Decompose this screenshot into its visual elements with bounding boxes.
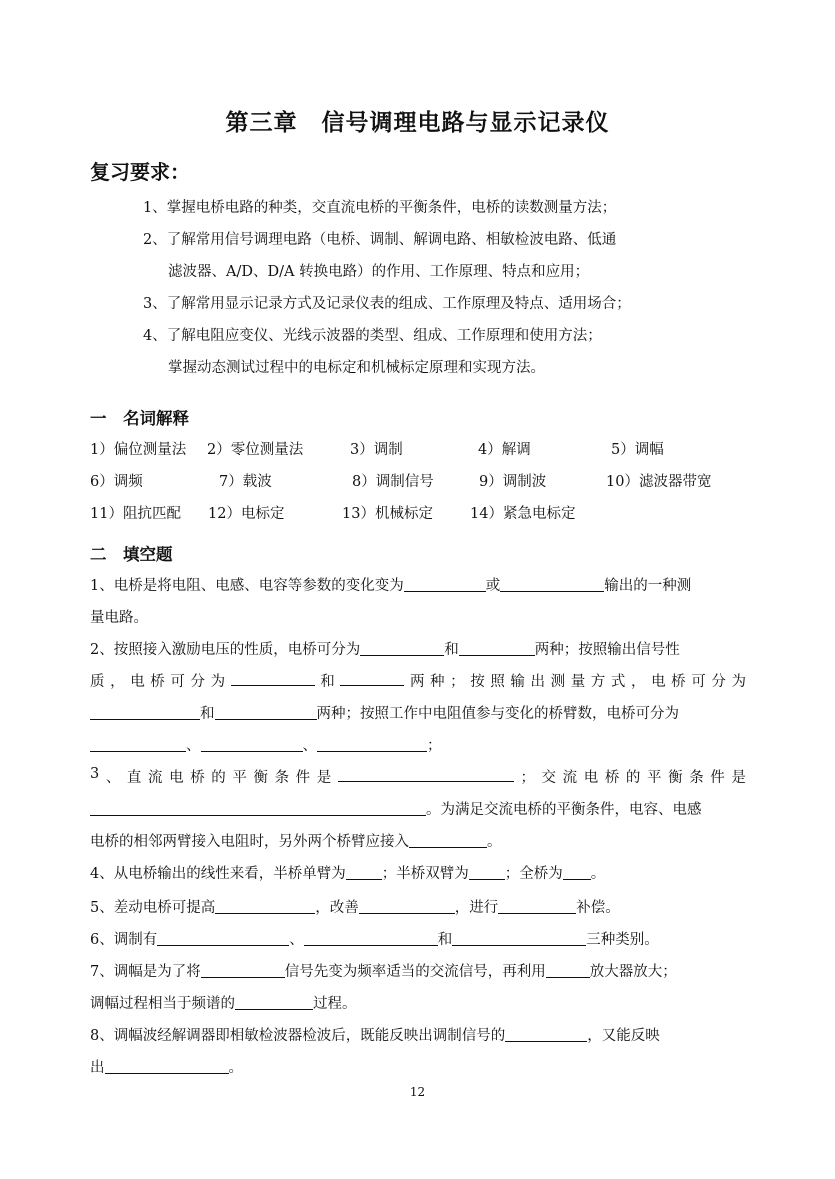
question-5: 5、差动电桥可提高 ，改善 ，进行 补偿。 [90,900,620,916]
review-item: 2、了解常用信号调理电路（电桥、调制、解调电路、相敏检波电路、低通 [143,232,617,248]
answer-blank[interactable] [404,576,486,592]
question-text: 1、电桥是将电阻、电感、电容等参数的变化变为 [90,578,404,594]
answer-blank[interactable] [304,930,438,946]
answer-blank[interactable] [459,640,535,656]
answer-blank[interactable] [359,898,455,914]
question-2 [90,638,680,659]
page-number: 12 [409,1085,426,1099]
question-6: 6、调制有 、 和 三种类别。 [90,932,659,948]
answer-blank[interactable] [469,864,505,880]
term-item: 14）紧急电标定 [470,506,576,522]
answer-blank[interactable] [90,736,186,752]
answer-blank[interactable] [90,800,426,816]
term-item: 9）调制波 [479,474,547,490]
answer-blank[interactable] [231,670,315,686]
term-item: 2）零位测量法 [207,442,304,458]
answer-blank[interactable] [90,704,200,720]
review-item: 4、了解电阻应变仪、光线示波器的类型、组成、工作原理和使用方法； [143,328,602,344]
answer-blank[interactable] [360,640,444,656]
question-text: 2、按照接入激励电压的性质，电桥可分为 [90,642,361,658]
answer-blank[interactable] [563,864,591,880]
term-item: 8）调制信号 [352,474,434,490]
term-item: 12）电标定 [208,506,285,522]
review-item: 1、掌握电桥电路的种类，交直流电桥的平衡条件，电桥的读数测量方法； [143,200,617,216]
answer-blank[interactable] [338,766,514,782]
review-item: 3、了解常用显示记录方式及记录仪表的组成、工作原理及特点、适用场合； [143,296,631,312]
review-heading: 复习要求： [90,160,190,184]
term-item: 6）调频 [90,474,143,490]
answer-blank[interactable] [215,704,317,720]
answer-blank[interactable] [235,994,313,1010]
section-heading-terms: 一 名词解释 [90,409,189,428]
page-title: 第三章 信号调理电路与显示记录仪 [225,110,610,136]
answer-blank[interactable] [105,1058,229,1074]
term-item: 4）解调 [478,442,531,458]
question-1 [90,574,691,595]
answer-blank[interactable] [505,1026,587,1042]
answer-blank[interactable] [346,864,382,880]
term-item: 10）滤波器带宽 [606,474,712,490]
term-item: 11）阻抗匹配 [90,506,181,522]
answer-blank[interactable] [317,736,427,752]
answer-blank[interactable] [409,832,487,848]
answer-blank[interactable] [500,576,604,592]
question-3-line3: 电桥的相邻两臂接入电阻时，另外两个桥臂应接入 。 [90,834,502,850]
question-2-line3: 和 两种；按照工作中电阻值参与变化的桥臂数，电桥可分为 [90,702,679,723]
term-item: 3）调制 [350,442,403,458]
term-item: 13）机械标定 [342,506,433,522]
question-3-line2: 。为满足交流电桥的平衡条件，电容、电感 [90,798,702,819]
answer-blank[interactable] [452,930,586,946]
review-item: 滤波器、A/D、D/A 转换电路）的作用、工作原理、特点和应用； [168,264,590,280]
question-2-line4: 、 、 ； [90,734,442,755]
answer-blank[interactable] [201,736,303,752]
question-text: 或 [485,578,501,594]
section-heading-fill: 二 填空题 [90,545,173,564]
question-3: 3 、 直 流 电 桥 的 平 衡 条 件 是 ； 交 流 电 桥 的 平 衡 条 件 是 [90,766,746,786]
question-7-line2: 调幅过程相当于频谱的 过程。 [90,996,357,1012]
question-text: 两种；按照输出信号性 [534,642,680,658]
question-2-line2: 质 ， 电 桥 可 分 为 和 两 种 ； 按 照 输 出 测 量 方 式 ， 电 桥 可 分 为 [90,670,746,691]
term-item: 7）载波 [219,474,272,490]
answer-blank[interactable] [340,670,404,686]
review-item: 掌握动态测试过程中的电标定和机械标定原理和实现方法。 [168,360,545,376]
answer-blank[interactable] [201,962,285,978]
term-item: 5）调幅 [611,442,664,458]
question-7: 7、调幅是为了将 信号先变为频率适当的交流信号，再利用 放大器放大； [90,964,677,980]
question-text: 输出的一种测 [604,578,692,594]
answer-blank[interactable] [546,962,590,978]
question-8-line2: 出 。 [90,1060,243,1076]
term-item: 1）偏位测量法 [90,442,187,458]
answer-blank[interactable] [157,930,289,946]
question-1-cont: 量电路。 [90,610,148,626]
question-4: 4、从电桥输出的线性来看，半桥单臂为 ；半桥双臂为 ；全桥为 。 [90,866,606,882]
question-8: 8、调幅波经解调器即相敏检波器检波后，既能反映出调制信号的 ，又能反映 [90,1028,660,1044]
answer-blank[interactable] [215,898,315,914]
question-text: 和 [444,642,459,658]
answer-blank[interactable] [498,898,576,914]
